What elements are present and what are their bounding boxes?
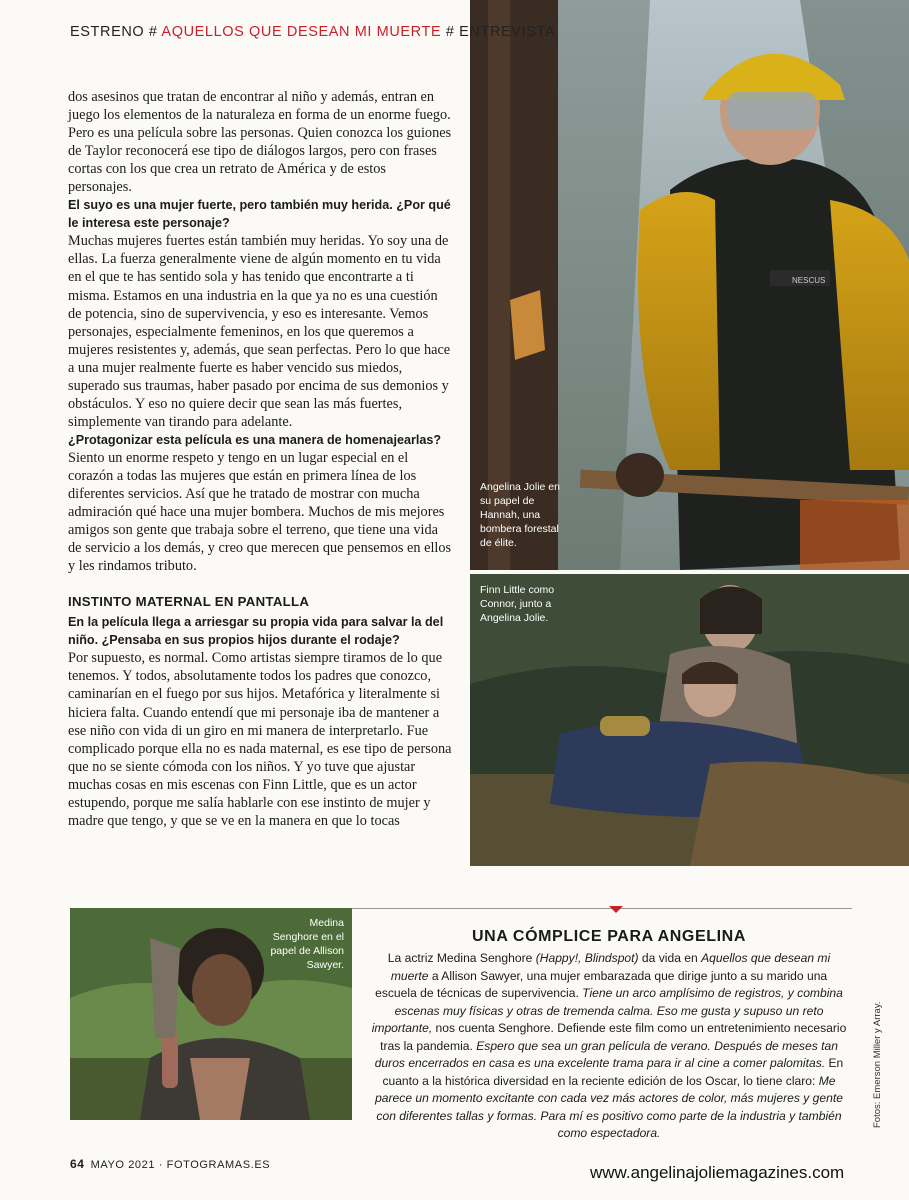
sidebar-divider — [352, 908, 852, 909]
question: En la película llega a arriesgar su propia vida para salvar la del niño. ¿Pensaba en sus propios hijos durante el rodaje? — [68, 615, 444, 648]
photo-caption-1: Angelina Jolie en su papel de Hannah, una bombera forestal de élite. — [480, 481, 560, 549]
sidebar-quote: Tiene un arco amplísimo de registros, y combina escenas muy físicas y otras de tremenda calma. Eso me gusta y supuso un reto importante, — [371, 986, 843, 1036]
answer: Muchas mujeres fuertes están también muy heridas. Yo soy una de ellas. La fuerza generalmente viene de algún momento en tu vida en el que te has sentido sola y has tenido que encontrarte a ti misma. Estamos en una industria en la que ya no es una cuestión de potencia, sino de supervivencia, y eso es interesante. Vemos personajes, especialmente femeninos, en los que queremos a mujeres resistentes y, además, que sean perfectas. Pero lo que hace a una mujer realmente fuerte es haber vencido sus miedos, superado sus traumas, haber pasado por encima de sus demonios y obstáculos. Y eso no quiere decir que sean las más fuertes, simplemente van tirando para adelante. — [68, 233, 451, 430]
sidebar-quote: Me parece un momento excitante con cada vez más actores de color, más mujeres y gente con diferentes tallas y formas. Para mí es positivo como parte de la industria y también como espectadora. — [375, 1073, 843, 1141]
sidebar-text: En cuanto a la histórica diversidad en la reciente edición de los Oscar, lo tiene claro: — [382, 1056, 844, 1088]
question: ¿Protagonizar esta película es una manera de homenajearlas? — [68, 432, 442, 447]
answer: Por supuesto, es normal. Como artistas siempre tiramos de lo que tenemos. Y todos, absolutamente todos los padres que conozco, caminarían en el fuego por sus hijos. Metafórica y literalmente si hiciera falta. Cuando entendí que mi personaje iba de mantener a ese niño con vida di un giro en mi manera de interpretarlo. Fue complicado porque ella no es nada maternal, es ese tipo de persona que no se siente cómoda con los niños. Y yo tuve que ajustar muchas cosas en mis escenas con Finn Little, que es un actor estupendo, porque me salía hablarle con ese instinto de mujer y madre que tengo, y que se ve en la manera en que lo tocas — [68, 650, 452, 829]
photo-credit: Fotos: Emerson Miller y Array. — [872, 1001, 883, 1128]
sidebar-text: nos cuenta Senghore. Defiende este film como un entretenimiento necesario tras la pandemia. — [380, 1021, 847, 1053]
page-number: 64 — [70, 1157, 85, 1171]
header-separator: # — [441, 24, 460, 40]
header-article-type: ENTREVISTA — [459, 24, 556, 40]
sidebar-text: La actriz Medina Senghore — [387, 951, 536, 965]
sidebar-text-italic: (Happy!, Blindspot) — [535, 951, 639, 965]
photo-caption-2: Finn Little como Connor, junto a Angelina Jolie. — [480, 584, 555, 624]
vest-badge-text: NESCUS — [792, 276, 826, 285]
sidebar-text: a Allison Sawyer, una mujer embarazada que dirige junto a su marido una escuela de técnicas de supervivencia. — [375, 968, 828, 1001]
header-film-title: AQUELLOS QUE DESEAN MI MUERTE — [161, 24, 442, 40]
sidebar-body — [369, 950, 849, 1143]
answer: Siento un enorme respeto y tengo en un lugar especial en el corazón a todas las mujeres que están en primera línea de los diferentes servicios. Así que he tratado de mostrar con mucha admiración qué hace una mujer bombera. Muchos de mis mejores amigos son gente que trabaja sobre el terreno, que tiene una vida de servicio a los demás, y creo que merecen que pensemos en ellos y les rindamos tributo. — [68, 449, 452, 575]
subheading: INSTINTO MATERNAL EN PANTALLA — [68, 594, 310, 610]
page-footer — [70, 1157, 270, 1171]
question: El suyo es una mujer fuerte, pero también muy herida. ¿Por qué le interesa este personaje? — [68, 198, 451, 231]
sidebar-quote: Espero que sea un gran película de verano. Después de meses tan duros encerrados en casa es una excelente trama para ir al cine a comer palomitas. — [374, 1038, 838, 1071]
sidebar-arrow-marker — [609, 906, 623, 913]
paragraph: dos asesinos que tratan de encontrar al niño y además, entran en juego los elementos de la naturaleza en forma de un enorme fuego. Pero es una película sobre las personas. Quien conozca los guiones de Taylor reconocerá ese tipo de diálogos largos, pero con frases cortas con los que crea un retrato de América y de estos personajes. — [68, 89, 452, 196]
photo-caption-3: Medina Senghore en el papel de Allison Sawyer. — [270, 917, 344, 971]
header-section: ESTRENO — [70, 24, 145, 40]
header-separator: # — [144, 24, 162, 40]
sidebar-text-italic: Aquellos que desean mi muerte — [390, 951, 831, 983]
website-watermark: www.angelinajoliemagazines.com — [590, 1163, 845, 1182]
section-header — [70, 24, 555, 40]
sidebar-text: da vida en — [638, 951, 702, 965]
article-body — [68, 88, 452, 830]
sidebar-title: UNA CÓMPLICE PARA ANGELINA — [472, 928, 746, 945]
issue-info: MAYO 2021 · FOTOGRAMAS.ES — [90, 1159, 271, 1171]
